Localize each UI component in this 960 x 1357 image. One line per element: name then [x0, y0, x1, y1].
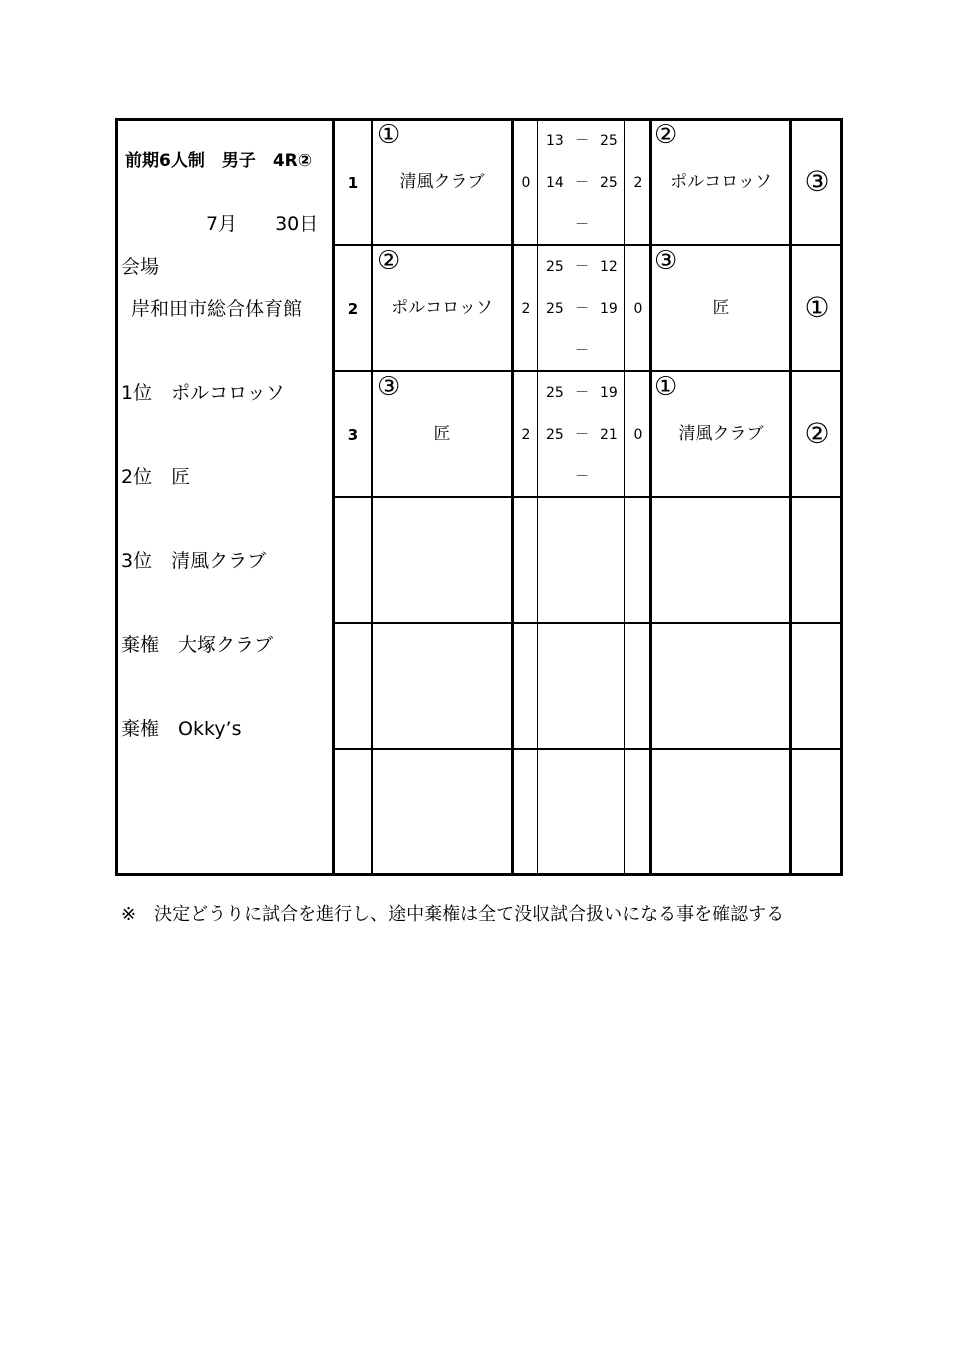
venue-label: 会場: [121, 256, 160, 278]
set-score-a: 13: [546, 133, 564, 149]
set-score-a: 25: [546, 301, 564, 317]
team-a-name: 清風クラブ: [399, 172, 485, 192]
footnote: ※ 決定どうりに試合を進行し、途中棄権は全て没収試合扱いになる事を確認する: [121, 904, 785, 925]
set-score-b: 25: [600, 175, 618, 191]
team-a-name: ポルコロッソ: [391, 298, 493, 318]
sets-won-a: 0: [521, 175, 531, 191]
venue-name: 岸和田市総合体育館: [131, 298, 303, 320]
set-score-sep: －: [575, 469, 589, 485]
set-score-b: 19: [600, 301, 618, 317]
set-score-a: 25: [546, 385, 564, 401]
set-score-a: 14: [546, 175, 564, 191]
team-b-seed: ②: [654, 120, 678, 150]
sets-won-b: 0: [633, 301, 643, 317]
result-label: 2位: [121, 466, 153, 488]
result-team: 清風クラブ: [171, 550, 267, 572]
set-score-b: 12: [600, 259, 618, 275]
forfeit-label: 棄権: [121, 718, 160, 740]
set-score-b: 25: [600, 133, 618, 149]
team-b-seed: ③: [654, 246, 678, 276]
match-number: 1: [347, 174, 359, 192]
set-score-sep: －: [575, 133, 589, 149]
team-b-name: ポルコロッソ: [670, 172, 772, 192]
forfeit-team: Okky’s: [178, 718, 242, 740]
set-score-b: 19: [600, 385, 618, 401]
set-score-b: 21: [600, 427, 618, 443]
sets-won-a: 2: [521, 427, 531, 443]
set-score-sep: －: [575, 427, 589, 443]
set-score-sep: －: [575, 343, 589, 359]
event-title: 前期6人制 男子 4R②: [125, 151, 313, 171]
forfeit-label: 棄権: [121, 634, 160, 656]
team-a-seed: ③: [377, 372, 401, 402]
result-label: 3位: [121, 550, 153, 572]
sets-won-b: 0: [633, 427, 643, 443]
team-b-seed: ①: [654, 372, 678, 402]
team-b-name: 匠: [712, 298, 730, 318]
team-a-name: 匠: [433, 424, 451, 444]
set-score-sep: －: [575, 259, 589, 275]
sets-won-a: 2: [521, 301, 531, 317]
team-a-seed: ①: [377, 120, 401, 150]
result-label: 1位: [121, 382, 153, 404]
result-team: ポルコロッソ: [171, 382, 285, 404]
team-a-seed: ②: [377, 246, 401, 276]
match-number: 3: [347, 426, 359, 444]
result-team: 匠: [171, 466, 191, 488]
team-b-name: 清風クラブ: [678, 424, 764, 444]
set-score-sep: －: [575, 217, 589, 233]
set-score-a: 25: [546, 427, 564, 443]
set-score-sep: －: [575, 301, 589, 317]
set-score-sep: －: [575, 385, 589, 401]
sets-won-b: 2: [633, 175, 643, 191]
match-number: 2: [347, 300, 359, 318]
set-score-sep: －: [575, 175, 589, 191]
forfeit-team: 大塚クラブ: [178, 634, 274, 656]
referee-team: ③: [804, 165, 830, 198]
referee-team: ②: [804, 417, 830, 450]
set-score-a: 25: [546, 259, 564, 275]
referee-team: ①: [804, 291, 830, 324]
event-date: 7月 30日: [206, 213, 319, 235]
